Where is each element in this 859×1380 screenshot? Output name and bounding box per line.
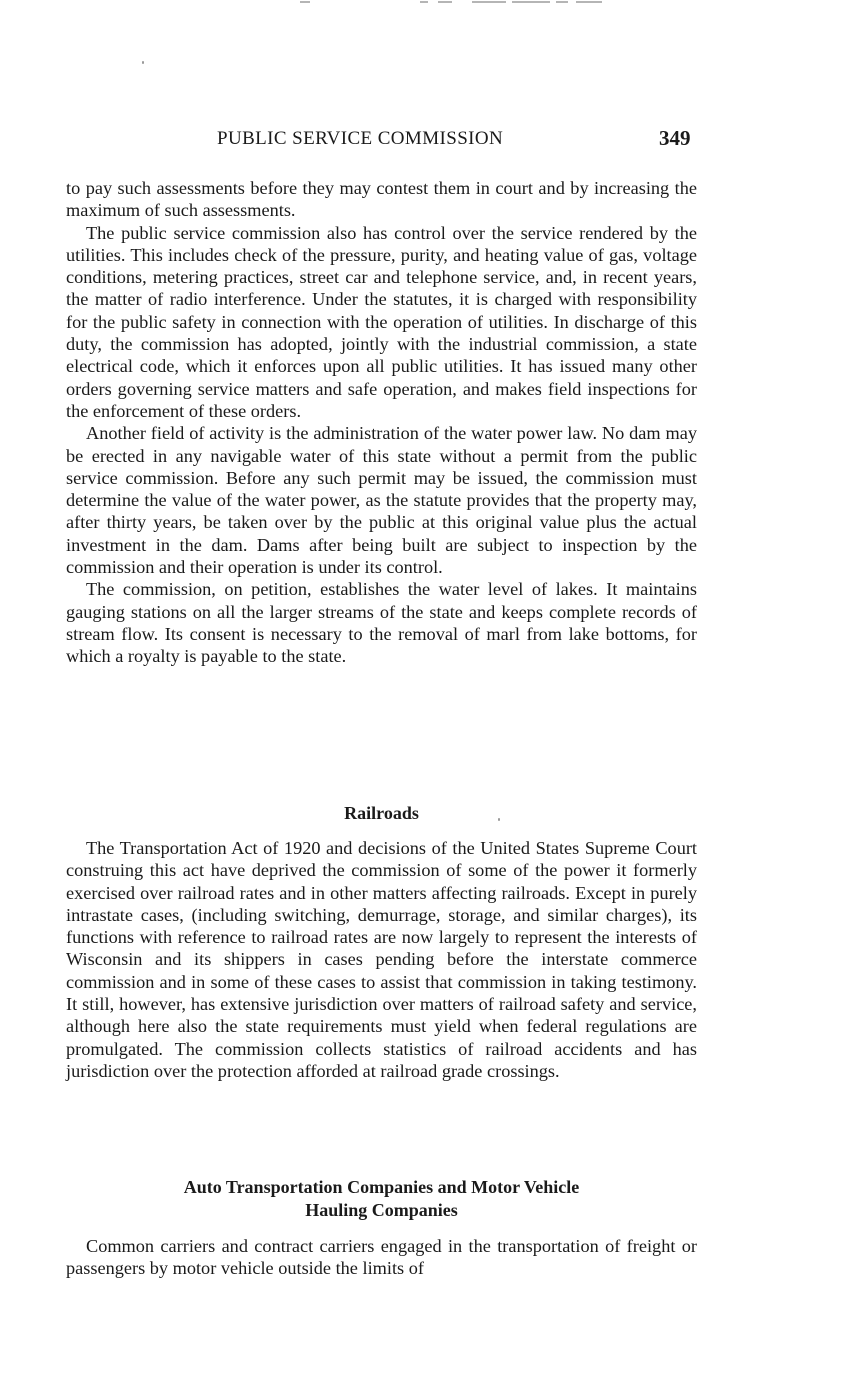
paragraph-lake-levels: The commission, on petition, establishes the water level of lakes. It maintains gauging stations on all the larger streams of the state and keeps complete records of stream flow. Its consent is necessary to the removal of marl from lake bottoms, for which a royalty is payable to the state.: [66, 579, 697, 667]
paragraph-railroads: The Transportation Act of 1920 and decisions of the United States Supreme Court construing this act have deprived the commission of some of the power it formerly exercised over railroad rates and in other matters affecting railroads. Except in purely intrastate cases, (including switching, demurrage, storage, and similar charges), its functions with reference to railroad rates are now largely to represent the interests of Wisconsin and its shippers in cases pending before the interstate commerce commission and in some of these cases to assist that commission in taking testimony. It still, however, has extensive jurisdiction over matters of railroad safety and service, although here also the state requirements must yield when federal regulations are promulgated. The commission collects statistics of railroad accidents and has jurisdiction over the protection afforded at railroad grade crossings.: [66, 838, 697, 1081]
paragraph-service-control: The public service commission also has control over the service rendered by the utilities. This includes check of the pressure, purity, and heating value of gas, voltage conditions, metering practices, street car and telephone service, and, in recent years, the matter of radio interference. Under the statutes, it is charged with responsibility for the public safety in connection with the operation of utilities. In discharge of this duty, the commission has adopted, jointly with the industrial commission, a state electrical code, which it enforces upon all public utilities. It has issued many other orders governing service matters and safe operation, and makes field inspections for the enforcement of these orders.: [66, 222, 697, 421]
heading-railroads: Railroads: [344, 803, 419, 823]
heading-auto-transportation: [66, 1176, 697, 1221]
heading-line-1: Auto Transportation Companies and Motor Vehicle: [183, 1177, 580, 1197]
running-title: PUBLIC SERVICE COMMISSION: [217, 128, 504, 149]
page-number: 349: [659, 126, 691, 150]
top-edge-marks: [300, 0, 610, 6]
paragraph-water-power: Another field of activity is the administration of the water power law. No dam may be erected in any navigable water of this state without a permit from the public service commission. Before any such permit may be issued, the commission must determine the value of the water power, as the statute provides that the property may, after thirty years, be taken over by the public at this original value plus the actual investment in the dam. Dams after being built are subject to inspection by the commission and their operation is under its control.: [66, 423, 697, 578]
auto-transport-section: [66, 1235, 697, 1280]
paragraph-continuation: to pay such assessments before they may contest them in court and by increasing the maximum of such assessments.: [66, 178, 697, 221]
page-header: [0, 126, 859, 154]
intro-section: [66, 177, 697, 668]
railroads-section: [66, 837, 697, 1082]
heading-line-2: Hauling Companies: [305, 1199, 458, 1220]
paragraph-common-carriers: Common carriers and contract carriers engaged in the transportation of freight or passengers by motor vehicle outside the limits of: [66, 1236, 697, 1279]
speck-mark: [142, 61, 144, 64]
